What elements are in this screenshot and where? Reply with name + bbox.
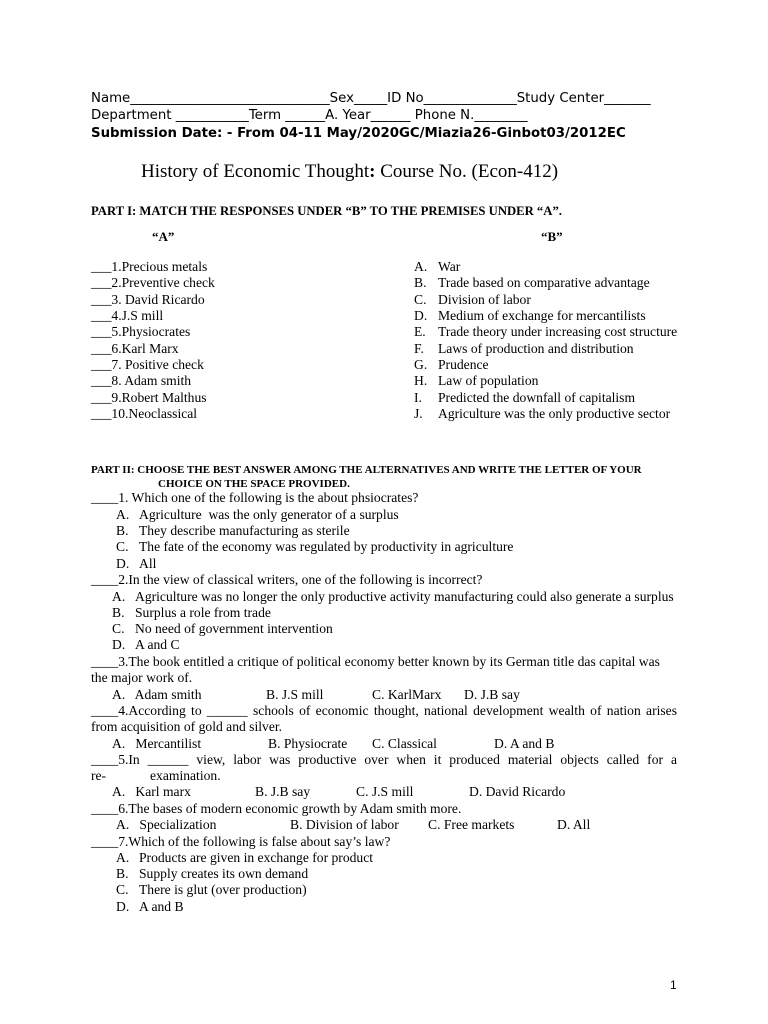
option-letter: D. [116, 899, 130, 914]
response-text: Division of labor [438, 292, 531, 307]
premise-item: ___8. Adam smith [91, 373, 192, 388]
premise-item: ___5.Physiocrates [91, 324, 191, 339]
option-text: A and B [139, 899, 184, 914]
premise-item: ___6.Karl Marx [91, 341, 179, 356]
response-text: Agriculture was the only productive sector [438, 406, 671, 421]
course-number: Course No. (Econ-412) [375, 161, 559, 182]
option-inline: D. A and B [494, 736, 555, 751]
response-letter: G. [414, 357, 428, 372]
option-inline: A. Specialization [116, 817, 217, 832]
question-stem: ____6.The bases of modern economic growth by Adam smith more. [91, 801, 462, 816]
response-letter: E. [414, 324, 426, 339]
response-text: Predicted the downfall of capitalism [438, 390, 636, 405]
course-title [141, 161, 558, 183]
part2-heading: PART II: CHOOSE THE BEST ANSWER AMONG THE ALTERNATIVES AND WRITE THE LETTER OF YOUR [91, 464, 642, 476]
option-letter: A. [116, 507, 130, 522]
response-letter: A. [414, 259, 428, 274]
response-text: Medium of exchange for mercantilists [438, 308, 646, 323]
option-inline: B. J.S mill [266, 687, 324, 702]
premise-item: ___3. David Ricardo [91, 292, 205, 307]
option-letter: B. [116, 866, 129, 881]
option-text: The fate of the economy was regulated by productivity in agriculture [139, 539, 514, 554]
premise-item: ___10.Neoclassical [91, 406, 198, 421]
column-b-heading: “B” [541, 229, 563, 244]
response-letter: D. [414, 308, 428, 323]
premise-item: ___9.Robert Malthus [91, 390, 207, 405]
option-letter: B. [112, 605, 125, 620]
response-letter: F. [414, 341, 424, 356]
response-letter: B. [414, 275, 427, 290]
option-letter: C. [116, 882, 129, 897]
option-inline: D. J.B say [464, 687, 520, 702]
response-letter: I. [414, 390, 422, 405]
option-inline: C. J.S mill [356, 784, 414, 799]
option-letter: D. [116, 556, 130, 571]
option-text: All [139, 556, 157, 571]
response-text: Prudence [438, 357, 489, 372]
question-stem: ____4.According to ______ schools of economic thought, national development wealth of nation arises [91, 703, 677, 718]
option-inline: B. J.B say [255, 784, 311, 799]
part2-heading-continued: CHOICE ON THE SPACE PROVIDED. [158, 478, 350, 490]
question-stem: ____1. Which one of the following is the about phsiocrates? [91, 490, 419, 505]
question-stem-continued: examination. [150, 768, 221, 783]
option-text: Products are given in exchange for product [139, 850, 374, 865]
option-text: They describe manufacturing as sterile [139, 523, 350, 538]
option-letter: C. [116, 539, 129, 554]
premise-item: ___2.Preventive check [91, 275, 215, 290]
premise-item: ___4.J.S mill [91, 308, 164, 323]
course-title-colon: : [369, 161, 376, 182]
option-text: Surplus a role from trade [135, 605, 271, 620]
option-letter: A. [116, 850, 130, 865]
response-text: Trade based on comparative advantage [438, 275, 650, 290]
response-letter: J. [414, 406, 423, 421]
question-stem: ____3.The book entitled a critique of political economy better known by its German title das capital was [91, 654, 660, 669]
response-text: Laws of production and distribution [438, 341, 634, 356]
question-stem: ____5.In ______ view, labor was productive over when it produced material objects called for a [91, 752, 677, 767]
response-text: Law of population [438, 373, 539, 388]
option-letter: B. [116, 523, 129, 538]
option-inline: A. Mercantilist [112, 736, 202, 751]
option-inline: D. David Ricardo [469, 784, 566, 799]
option-text: There is glut (over production) [139, 882, 307, 897]
option-inline: A. Karl marx [112, 784, 191, 799]
option-text: Supply creates its own demand [139, 866, 309, 881]
option-letter: D. [112, 637, 126, 652]
option-text: Agriculture was the only generator of a surplus [139, 507, 399, 522]
question-stem-continued: from acquisition of gold and silver. [91, 719, 283, 734]
response-letter: H. [414, 373, 428, 388]
option-inline: C. KarlMarx [372, 687, 442, 702]
course-title-main: History of Economic Thought [141, 161, 370, 182]
option-inline: D. All [557, 817, 591, 832]
page-number: 1 [670, 978, 677, 992]
question-stem: ____2.In the view of classical writers, one of the following is incorrect? [91, 572, 483, 587]
option-inline: B. Physiocrate [268, 736, 348, 751]
part1-heading: PART I: MATCH THE RESPONSES UNDER “B” TO THE PREMISES UNDER “A”. [91, 204, 562, 218]
response-letter: C. [414, 292, 427, 307]
question-stem-continued: the major work of. [91, 670, 193, 685]
header-department-line: Department ___________Term ______A. Year______ Phone N.________ [91, 108, 528, 123]
option-letter: C. [112, 621, 125, 636]
question-stem: ____7.Which of the following is false about say’s law? [91, 834, 391, 849]
premise-item: ___7. Positive check [91, 357, 204, 372]
response-text: Trade theory under increasing cost structure [438, 324, 678, 339]
question-stem-continued: re- [91, 768, 107, 783]
option-inline: B. Division of labor [290, 817, 399, 832]
option-inline: C. Free markets [428, 817, 515, 832]
column-a-heading: “A” [152, 229, 175, 244]
option-letter: A. [112, 589, 126, 604]
option-inline: C. Classical [372, 736, 437, 751]
option-inline: A. Adam smith [112, 687, 202, 702]
submission-date: Submission Date: - From 04-11 May/2020GC/Miazia26-Ginbot03/2012EC [91, 126, 626, 141]
header-name-line: Name______________________________Sex_____ID No______________Study Center_______ [91, 91, 651, 106]
premise-item: ___1.Precious metals [91, 259, 208, 274]
option-text: No need of government intervention [135, 621, 333, 636]
option-text: A and C [135, 637, 180, 652]
option-text: Agriculture was no longer the only productive activity manufacturing could also generate a surplus [135, 589, 674, 604]
response-text: War [438, 259, 461, 274]
